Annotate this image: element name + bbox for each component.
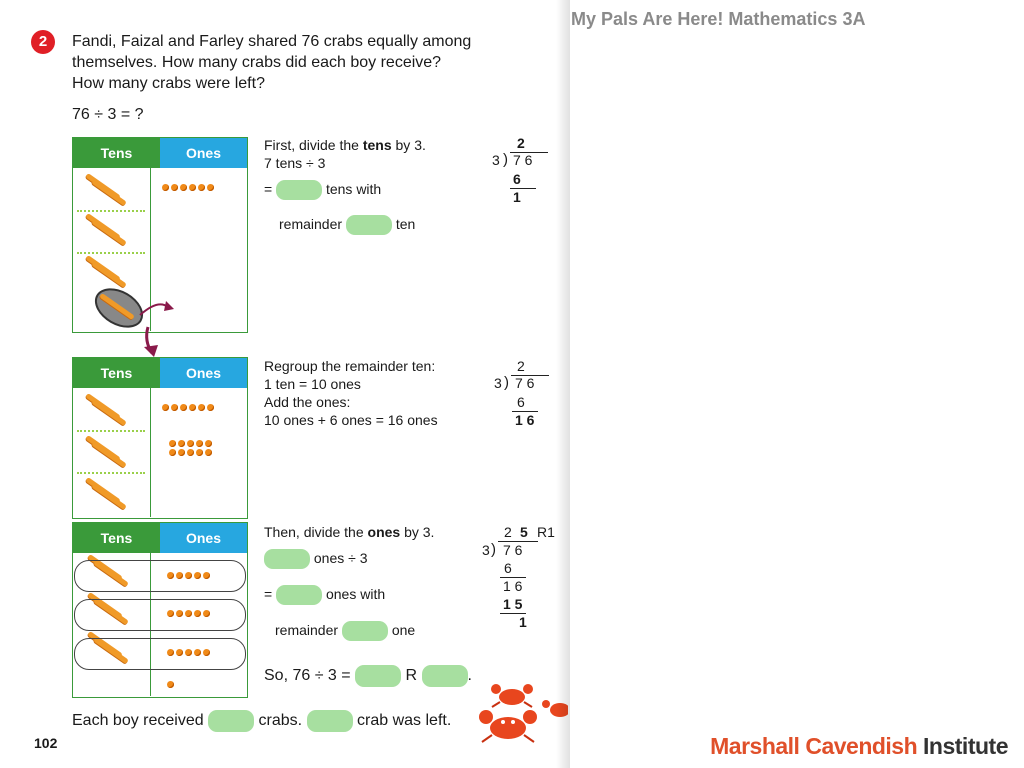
divider-dots: [77, 252, 145, 254]
answer-blank[interactable]: [422, 665, 468, 687]
step1-text: by 3.: [391, 137, 426, 153]
answer-blank[interactable]: [276, 180, 322, 200]
step3-text: one: [391, 622, 416, 638]
step2-line: 10 ones + 6 ones = 16 ones: [264, 412, 438, 428]
remainder-value: 1 6: [515, 412, 535, 428]
step3-text: ones with: [325, 586, 386, 602]
ones-beads: [162, 402, 216, 411]
question-text: [72, 31, 502, 94]
dividend: 7 6: [513, 152, 533, 168]
step3-text: So, 76 ÷ 3 =: [264, 667, 351, 685]
step1-bold: tens: [362, 137, 392, 153]
question-line: themselves. How many crabs did each boy receive?: [72, 54, 442, 71]
step3-line2: [264, 549, 368, 569]
remainder-label: R1: [537, 524, 555, 540]
tens-header: Tens: [73, 358, 160, 388]
remainder-value: 1 6: [503, 578, 523, 594]
step1-line4: [279, 215, 415, 235]
ones-header: Ones: [160, 138, 247, 168]
answer-blank[interactable]: [264, 549, 310, 569]
answer-blank[interactable]: [307, 710, 353, 732]
step3-text: ones ÷ 3: [313, 550, 368, 566]
ones-beads: [167, 679, 176, 688]
answer-blank[interactable]: [276, 585, 322, 605]
division-equation: 76 ÷ 3 = ?: [72, 106, 144, 123]
divider-dots: [77, 472, 145, 474]
divisor: 3: [492, 152, 500, 168]
dividend: 7 6: [503, 542, 523, 558]
step1-line3: [264, 180, 381, 200]
place-value-table-2: [72, 357, 248, 519]
ten-stick: [91, 219, 127, 246]
divisor: 3: [482, 542, 490, 558]
remainder-value: 1: [513, 189, 521, 205]
ones-column: [151, 388, 247, 517]
tens-header: Tens: [73, 523, 160, 553]
step3-line3: [264, 585, 385, 605]
divider-dots: [77, 210, 145, 212]
question-number-badge: 2: [31, 30, 55, 54]
ones-beads: [162, 182, 216, 191]
subtract-value: 1 5: [503, 596, 523, 612]
quotient: 2: [517, 135, 525, 151]
remainder-value: 1: [519, 614, 527, 630]
page-number: 102: [34, 735, 58, 751]
question-line: Fandi, Faizal and Farley shared 76 crabs equally among: [72, 33, 472, 50]
step2-line: 1 ten = 10 ones: [264, 376, 361, 392]
divisor: 3: [494, 375, 502, 391]
answer-line: [72, 710, 451, 732]
group-loop: [74, 638, 246, 670]
long-division-3: 2 5 R1 3 ) 7 6 6 1 6 1 5 1: [482, 524, 555, 630]
page-edge-shadow: [556, 0, 570, 768]
group-loop: [74, 599, 246, 631]
ten-stick: [91, 261, 127, 288]
step1-text: tens with: [325, 181, 382, 197]
tens-header: Tens: [73, 138, 160, 168]
step3-line4: [275, 621, 415, 641]
answer-blank[interactable]: [208, 710, 254, 732]
crab-icon: [476, 708, 540, 744]
step2-line: Regroup the remainder ten:: [264, 358, 436, 374]
step3-text: .: [467, 667, 472, 685]
answer-text: Each boy received: [72, 712, 204, 730]
publisher-logo: [710, 733, 1008, 760]
step1-text: ten: [395, 216, 416, 232]
publisher-name: Marshall Cavendish: [710, 733, 918, 759]
step3-bold: ones: [367, 524, 401, 540]
subtract-value: 6: [517, 394, 525, 410]
dividend: 7 6: [515, 375, 535, 391]
answer-blank[interactable]: [342, 621, 388, 641]
ten-stick: [91, 483, 127, 510]
long-division-1: 2 3 ) 7 6 6 1: [492, 135, 562, 210]
step2-line: Add the ones:: [264, 394, 351, 410]
step1-text: =: [264, 181, 273, 197]
step1-text: remainder: [279, 216, 343, 232]
step1-line1: [264, 136, 426, 154]
answer-text: crab was left.: [357, 712, 452, 730]
ones-header: Ones: [160, 358, 247, 388]
ten-stick: [91, 441, 127, 468]
subtract-value: 6: [513, 171, 521, 187]
answer-blank[interactable]: [346, 215, 392, 235]
ten-stick: [91, 399, 127, 426]
tens-column: [73, 388, 151, 517]
step3-text: R: [405, 667, 418, 685]
book-title: My Pals Are Here! Mathematics 3A: [571, 9, 866, 29]
step1-text: First, divide the: [264, 137, 363, 153]
publisher-suffix: Institute: [923, 733, 1008, 759]
regroup-arrow-icon: [130, 295, 180, 360]
ten-stick: [91, 179, 127, 206]
step3-line1: [264, 523, 434, 541]
ones-beads: [169, 438, 214, 456]
quotient: 2: [504, 524, 512, 540]
step3-text: by 3.: [400, 524, 435, 540]
answer-text: crabs.: [258, 712, 303, 730]
group-loop: [74, 560, 246, 592]
crab-icon: [488, 682, 536, 708]
long-division-2: 2 3 ) 7 6 6 1 6: [494, 358, 564, 433]
ones-header: Ones: [160, 523, 247, 553]
quotient: 5: [520, 524, 528, 540]
quotient: 2: [517, 358, 525, 374]
step3-text: remainder: [275, 622, 339, 638]
step1-line2: 7 tens ÷ 3: [264, 155, 326, 171]
question-line: How many crabs were left?: [72, 75, 265, 92]
answer-blank[interactable]: [355, 665, 401, 687]
step3-text: =: [264, 586, 273, 602]
divider-dots: [77, 430, 145, 432]
subtract-value: 6: [504, 560, 512, 576]
step3-summary: [264, 665, 472, 687]
step3-text: Then, divide the: [264, 524, 368, 540]
